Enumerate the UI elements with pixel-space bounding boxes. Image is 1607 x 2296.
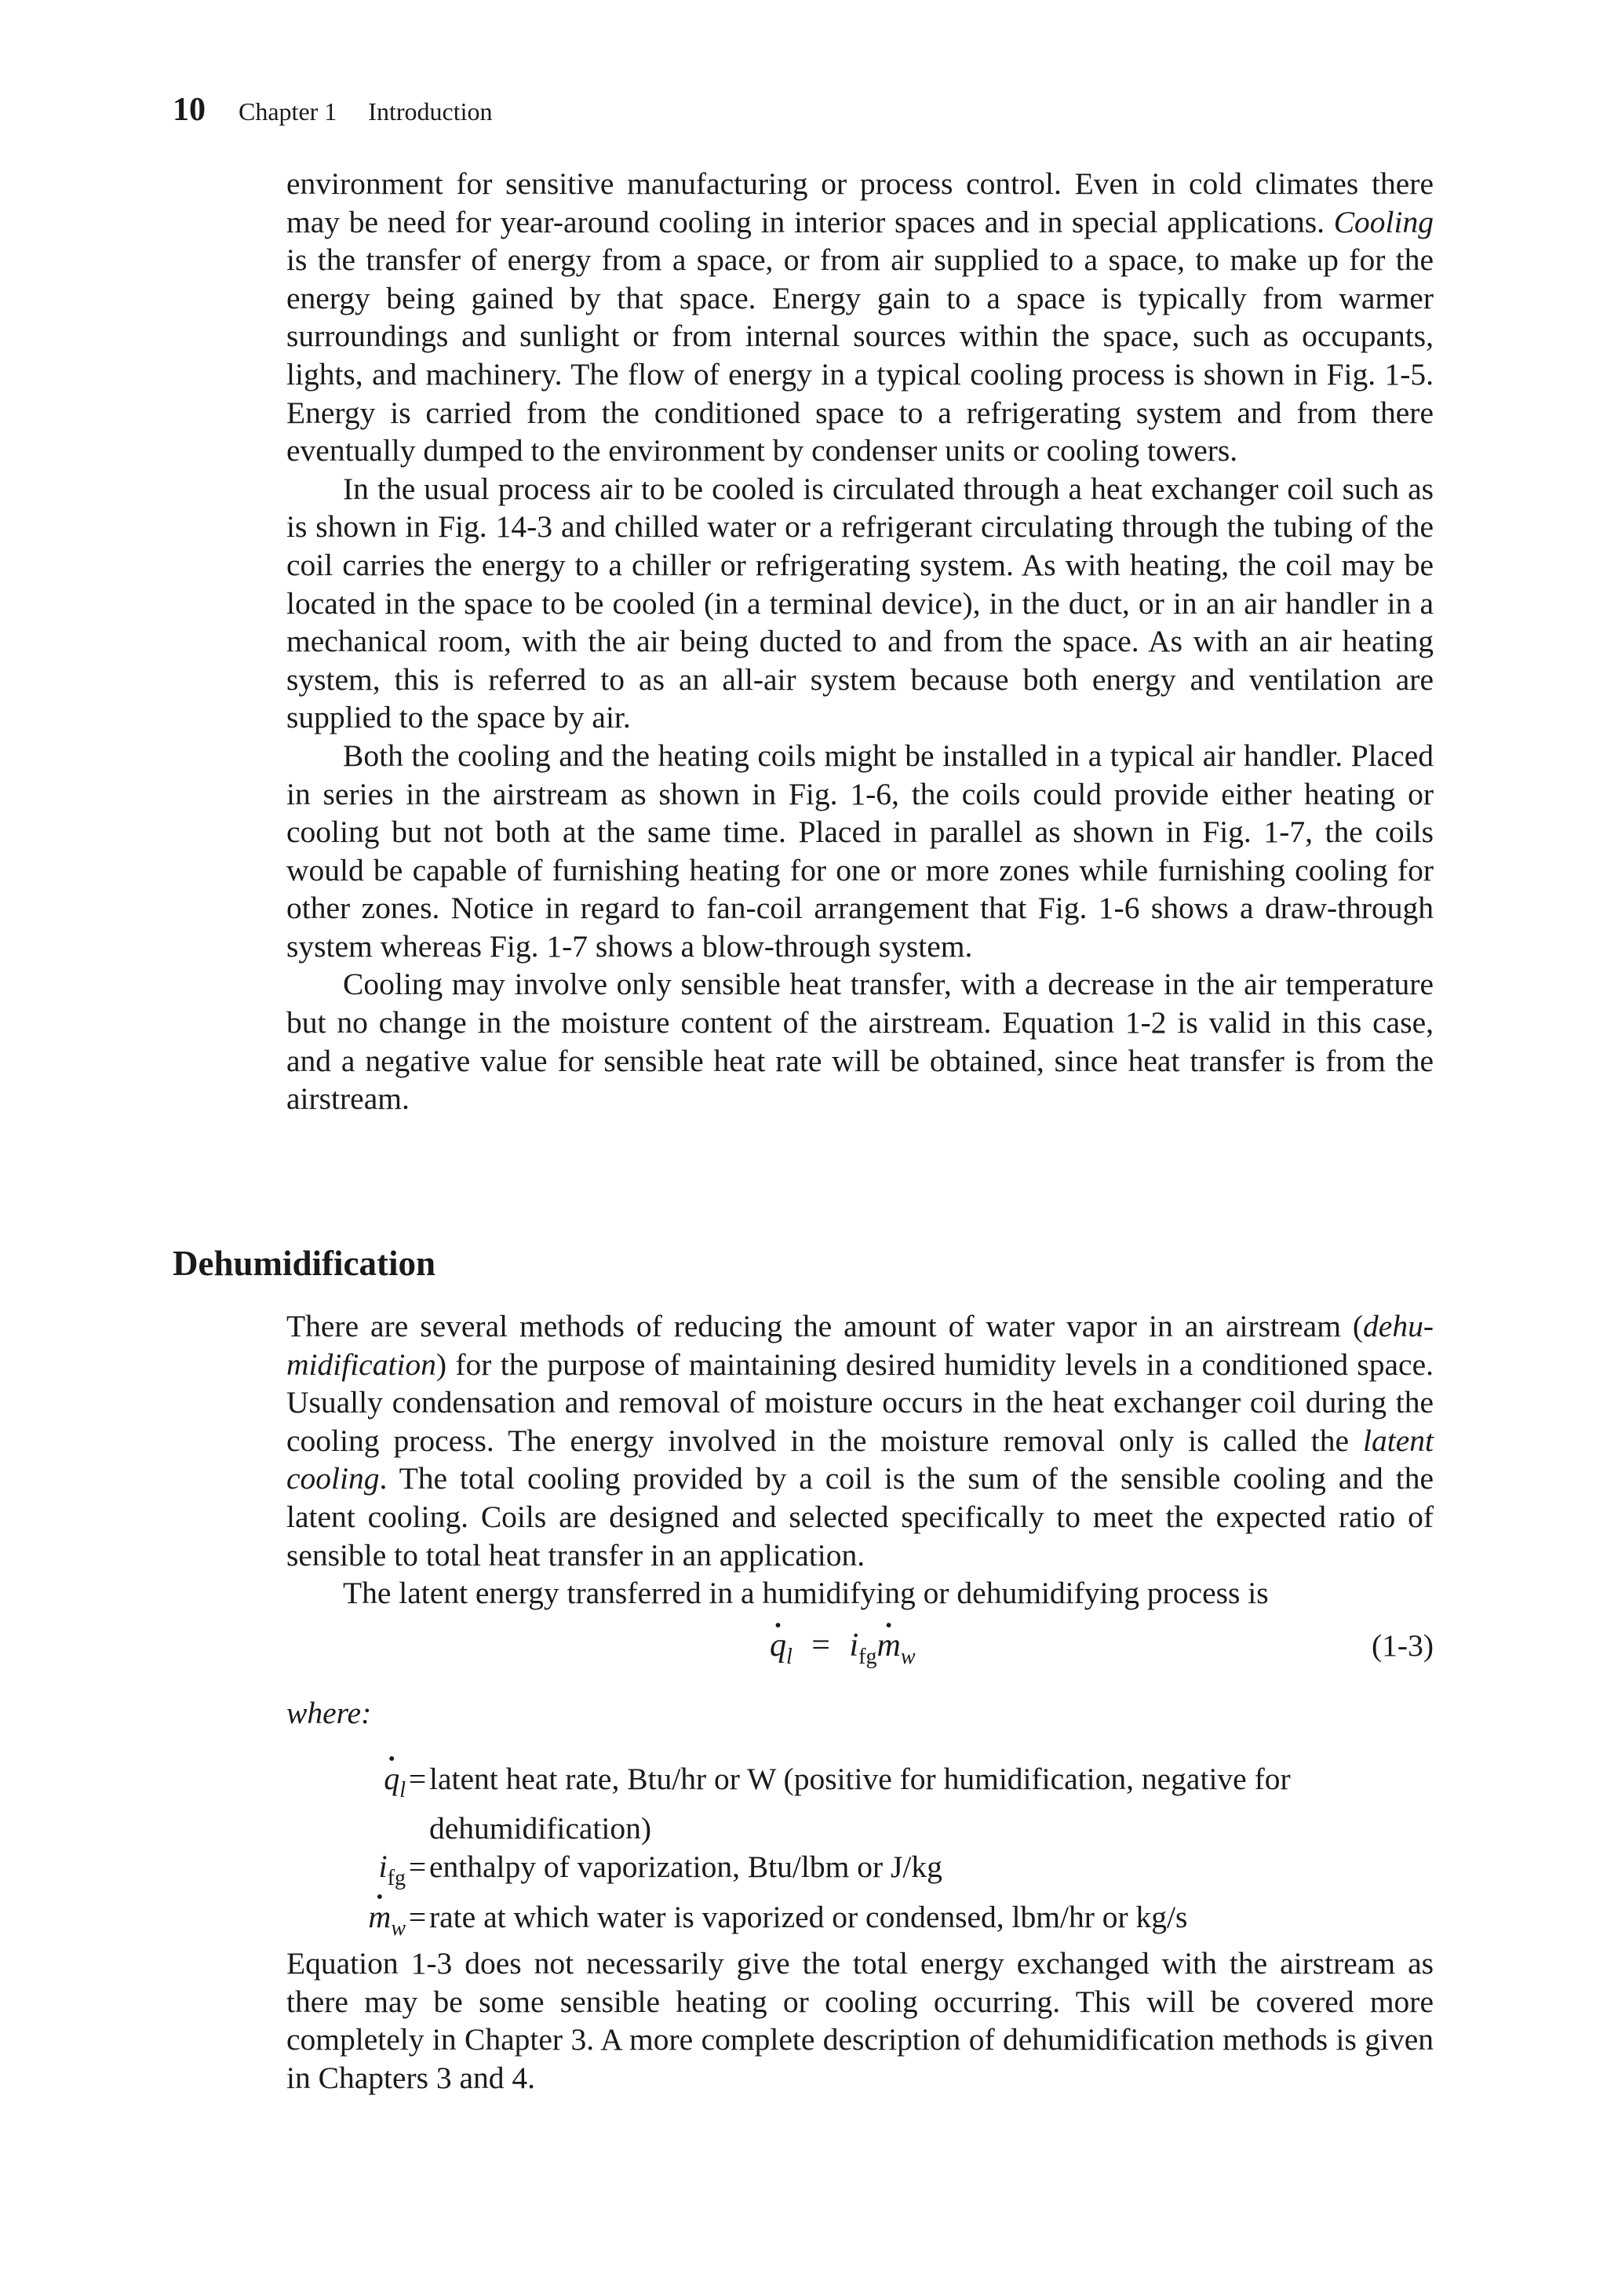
equation-1-3 [286,1620,1434,1691]
subscript-l: l [786,1644,793,1669]
subscript-w: w [900,1644,916,1669]
q-dot-symbol: · q [770,1627,786,1665]
paragraph-air-handler-coils: Both the cooling and the heating coils might be installed in a typical air handler. Placed in series in the airstream as shown in Fig. 1-6, the coils could provide either heating or cooling but not both at the same time. Placed in parallel as shown in Fig. 1-7, the coils would be capable of furnishing heating for one or more zones while furnishing cooling for other zones. Notice in regard to fan-coil arrangement that Fig. 1-6 shows a draw-through system whereas Fig. 1-7 shows a blow-through system. [286,738,1434,964]
paragraph-sensible-cooling: Cooling may involve only sensible heat transfer, with a decrease in the air temperature but no change in the moisture content of the airstream. Equation 1-2 is valid in this case, and a negative value for sensible heat rate will be obtained, since heat transfer is from the airstream. [286,967,1434,1117]
q-dot-symbol: · q [384,1760,399,1799]
section-heading-dehumidification: Dehumidification [173,1244,436,1283]
definition-text: rate at which water is vaporized or condensed, lbm/hr or kg/s [429,1899,1188,1934]
definition-row-continued [286,1809,1434,1848]
paragraph-cooling-coil: In the usual process air to be cooled is circulated through a heat exchanger coil such as is shown in Fig. 14-3 and chilled water or a refrigerant circulating through the tubing of the coil carries the energy to a chiller or refrigerating system. As with heating, the coil may be located in the space to be cooled (in a terminal device), in the duct, or in an air handler in a mechanical room, with the air being ducted to and from the space. As with an air heating system, this is referred to as an all-air system because both energy and ventilation are supplied to the space by air. [286,471,1434,735]
definition-text: dehumidification) [429,1811,651,1846]
subscript-l: l [399,1777,406,1802]
equation-number: (1-3) [1372,1627,1434,1663]
definition-symbol [286,1848,406,1898]
equation-formula [770,1627,916,1677]
emphasis-latent-cooling: latent cooling [286,1423,1434,1496]
definition-symbol [286,1760,406,1810]
i-symbol: i [378,1848,388,1884]
paragraph-dehumidification-intro [286,1307,1434,1574]
paragraph-latent-energy: The latent energy transferred in a humidifying or dehumidifying process is [343,1576,1269,1611]
definition-symbol [286,1898,406,1948]
text-run: is the transfer of energy from a space, or from air supplied to a space, to make up for the energy being gained by that space. Energy gain to a space is typically from warmer surroundings and sunlight or from internal sources within the space, such as occupants, lights, and machinery. The flow of energy in a typical cooling process is shown in Fig. 1-5. Energy is carried from the conditioned space to a refrigerating system and from there eventually dumped to the environment by condenser units or cooling towers. [286,242,1434,468]
definition-row [286,1760,1434,1810]
emphasis-cooling: Cooling [1333,204,1434,239]
page-number: 10 [173,92,206,128]
equals-sign: = [408,1761,427,1796]
equals-sign: = [408,1849,427,1884]
equals-sign: = [811,1627,830,1664]
equals-sign: = [408,1899,427,1934]
i-symbol: i [849,1627,859,1664]
where-label: where: [286,1695,372,1730]
text-run: . The total cooling provided by a coil is the sum of the sensible cooling and the latent cooling. Coils are designed and selected specifically to meet the expected ratio of sensible to total heat transfer in an application. [286,1461,1434,1573]
definition-text: enthalpy of vaporization, Btu/lbm or J/kg [429,1849,942,1884]
subscript-fg: fg [387,1865,406,1890]
text-run: There are several methods of reducing the amount of water vapor in an airstream ( [286,1309,1364,1343]
text-run: ) for the purpose of maintaining desired humidity levels in a conditioned space. Usually condensation and removal of moisture occurs in the heat exchanger coil during the cooling process. The energy involved in the moisture removal only is called the [286,1347,1434,1458]
chapter-title: Introduction [368,97,493,126]
symbol-definitions [286,1760,1434,1948]
definition-text: latent heat rate, Btu/hr or W (positive for humidification, negative for [429,1761,1291,1796]
cooling-section-text [286,165,1434,1118]
m-dot-symbol: · m [368,1898,391,1937]
paragraph-cooling-definition [286,165,1434,470]
definition-row [286,1898,1434,1948]
running-header [173,91,492,138]
m-dot-symbol: · m [876,1627,900,1665]
paragraph-equation-note: Equation 1-3 does not necessarily give the total energy exchanged with the airstream as there may be some sensible heating or cooling occurring. This will be covered more completely in Chapter 3. A more complete description of dehumidification methods is given in Chapters 3 and 4. [286,1946,1434,2095]
closing-section-text [286,1944,1434,2097]
chapter-label: Chapter 1 [239,97,337,126]
subscript-w: w [391,1915,406,1941]
definition-row [286,1848,1434,1898]
text-run: environment for sensitive manufacturing or process control. Even in cold climates there may be need for year-around cooling in interior spaces and in special applications. [286,166,1434,239]
dehumidification-section-text [286,1307,1434,1948]
emphasis-dehumidification: dehumidification [286,1309,1434,1382]
subscript-fg: fg [858,1644,877,1669]
